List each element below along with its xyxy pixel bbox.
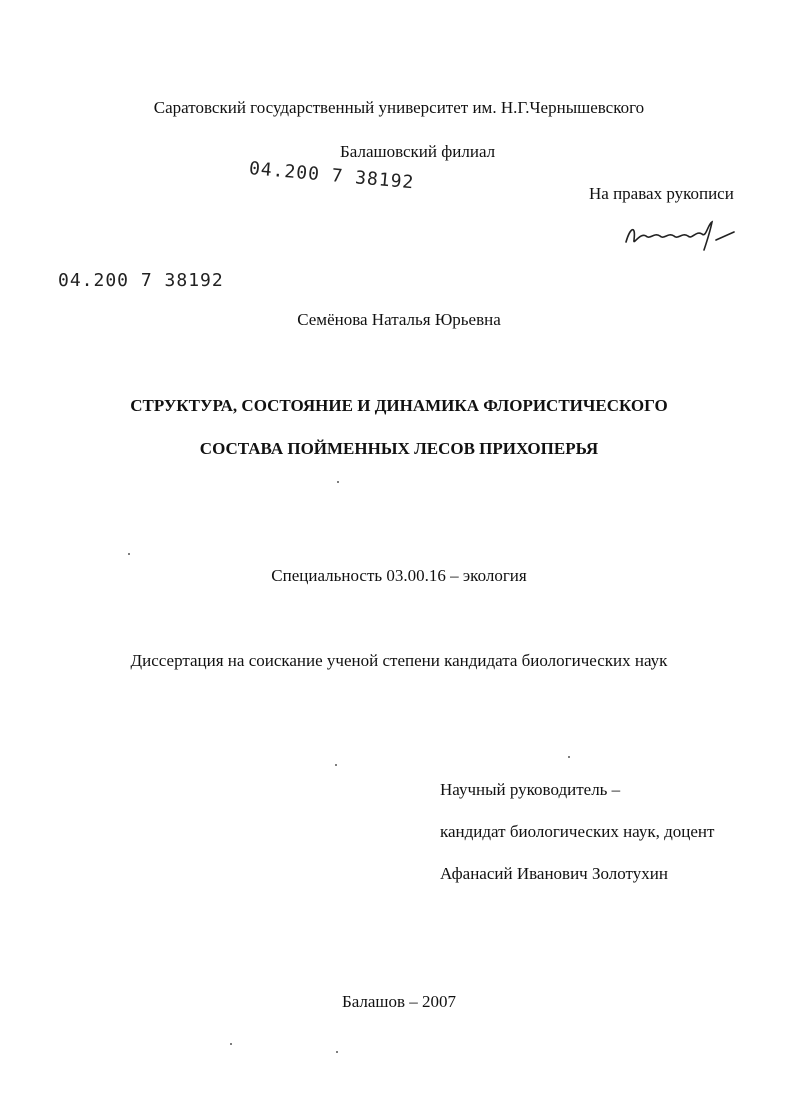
archive-stamp-top: 04.200 7 38192 <box>248 158 416 194</box>
university-name: Саратовский государственный университет им. Н.Г.Чернышевского <box>153 98 645 117</box>
scan-speck <box>230 1043 232 1045</box>
supervisor-name: Афанасий Иванович Золотухин <box>440 864 668 883</box>
supervisor-label: Научный руководитель – <box>440 780 621 799</box>
manuscript-note: На правах рукописи <box>589 184 734 203</box>
scan-speck <box>568 756 570 758</box>
city-year: Балашов – 2007 <box>341 992 457 1011</box>
dissertation-statement: Диссертация на соискание ученой степени кандидата биологических наук <box>130 651 668 670</box>
scan-speck <box>336 1051 338 1053</box>
specialty: Специальность 03.00.16 – экология <box>271 566 527 585</box>
signature-mark <box>620 218 740 254</box>
author-name: Семёнова Наталья Юрьевна <box>297 310 501 329</box>
scan-speck <box>128 553 130 555</box>
title-line-1: СТРУКТУРА, СОСТОЯНИЕ И ДИНАМИКА ФЛОРИСТИЧЕСКОГО <box>130 396 668 415</box>
branch-name: Балашовский филиал <box>340 142 496 161</box>
scan-speck <box>337 481 339 483</box>
scan-speck <box>335 764 337 766</box>
archive-stamp-left: 04.200 7 38192 <box>58 270 224 291</box>
supervisor-degree: кандидат биологических наук, доцент <box>440 822 715 841</box>
title-line-2: СОСТАВА ПОЙМЕННЫХ ЛЕСОВ ПРИХОПЕРЬЯ <box>199 439 599 458</box>
